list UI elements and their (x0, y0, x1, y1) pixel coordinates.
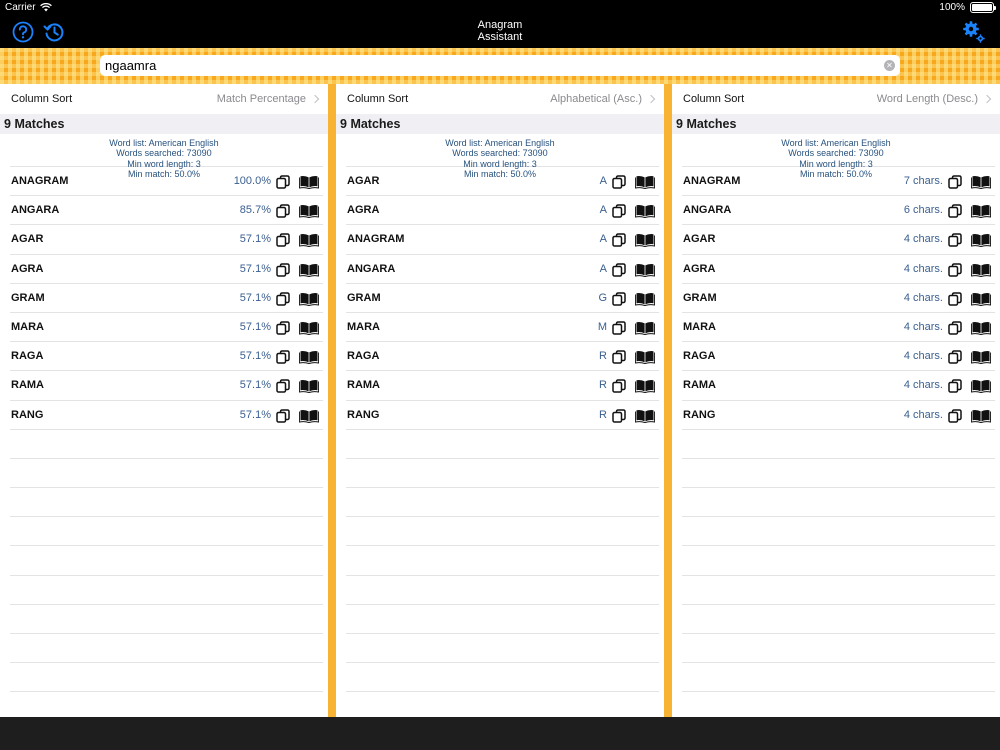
result-value: A (599, 262, 607, 275)
result-value: 57.1% (239, 321, 271, 334)
empty-row (346, 459, 659, 488)
empty-row (682, 605, 995, 634)
result-value: 4 chars. (903, 262, 943, 275)
copy-icon[interactable] (948, 233, 962, 247)
result-row[interactable] (682, 401, 995, 430)
result-row[interactable] (10, 196, 323, 225)
search-info-line: Word list: American English (445, 138, 555, 148)
dictionary-book-icon[interactable] (971, 350, 991, 364)
result-row[interactable] (682, 167, 995, 196)
results-list (682, 166, 995, 692)
result-value: 57.1% (239, 350, 271, 363)
search-info-line: Min word length: 3 (127, 158, 201, 169)
settings-button[interactable] (962, 20, 986, 44)
status-bar (0, 0, 1000, 16)
search-info (672, 134, 1000, 179)
copy-icon[interactable] (948, 292, 962, 306)
app-title-line1: Anagram (477, 19, 523, 31)
dictionary-book-icon[interactable] (635, 321, 655, 335)
result-row[interactable] (10, 167, 323, 196)
result-row[interactable] (10, 284, 323, 313)
search-info-line: Word list: American English (109, 138, 219, 148)
empty-row (346, 488, 659, 517)
copy-icon[interactable] (276, 263, 290, 277)
result-row[interactable] (682, 342, 995, 371)
column-sort-value (217, 93, 318, 105)
result-word: RAGA (683, 350, 716, 363)
column-sort-value-text: Match Percentage (216, 93, 306, 105)
dictionary-book-icon[interactable] (971, 321, 991, 335)
app-title (0, 19, 1000, 43)
copy-icon[interactable] (276, 292, 290, 306)
wifi-icon (40, 3, 52, 12)
result-word: ANAGRAM (683, 175, 741, 188)
results-list (346, 166, 659, 692)
clear-icon: ✕ (886, 61, 893, 70)
search-field[interactable] (100, 55, 900, 76)
copy-icon[interactable] (276, 321, 290, 335)
result-value: R (599, 408, 607, 421)
result-value: 85.7% (239, 204, 271, 217)
result-word: ANAGRAM (11, 175, 69, 188)
results-columns (0, 84, 1000, 717)
chevron-right-icon (311, 95, 319, 103)
empty-row (10, 459, 323, 488)
battery-icon (970, 2, 994, 13)
search-info-line: Min word length: 3 (799, 158, 873, 169)
result-value: R (599, 379, 607, 392)
result-row[interactable] (346, 284, 659, 313)
search-band (0, 48, 1000, 84)
empty-row (682, 459, 995, 488)
result-row[interactable] (682, 196, 995, 225)
empty-row (682, 546, 995, 575)
search-info-line: Min match: 50.0% (799, 168, 873, 179)
result-row[interactable] (682, 225, 995, 254)
dictionary-book-icon[interactable] (635, 379, 655, 393)
results-column-3 (672, 84, 1000, 717)
result-value: A (599, 204, 607, 217)
dictionary-book-icon[interactable] (299, 409, 319, 423)
results-column-2 (336, 84, 664, 717)
navigation-bar (0, 16, 1000, 48)
copy-icon[interactable] (612, 350, 626, 364)
empty-row (346, 576, 659, 605)
dictionary-book-icon[interactable] (299, 175, 319, 189)
empty-row (10, 488, 323, 517)
copy-icon[interactable] (612, 204, 626, 218)
copy-icon[interactable] (948, 350, 962, 364)
dictionary-book-icon[interactable] (299, 263, 319, 277)
copy-icon[interactable] (612, 175, 626, 189)
results-column-1 (0, 84, 328, 717)
copy-icon[interactable] (612, 233, 626, 247)
dictionary-book-icon[interactable] (299, 292, 319, 306)
matches-count: 9 (676, 117, 683, 131)
copy-icon[interactable] (612, 321, 626, 335)
result-word: RAMA (347, 379, 380, 392)
column-sort-row[interactable] (0, 84, 328, 114)
result-value: 57.1% (239, 291, 271, 304)
result-row[interactable] (682, 284, 995, 313)
result-value: 4 chars. (903, 291, 943, 304)
copy-icon[interactable] (276, 379, 290, 393)
result-row[interactable] (346, 313, 659, 342)
empty-row (346, 430, 659, 459)
matches-header (336, 114, 664, 134)
result-word: RANG (347, 408, 380, 421)
dictionary-book-icon[interactable] (299, 379, 319, 393)
result-word: ANGARA (683, 204, 732, 217)
empty-row (10, 634, 323, 663)
result-row[interactable] (346, 225, 659, 254)
copy-icon[interactable] (948, 409, 962, 423)
matches-count: 9 (4, 117, 11, 131)
result-row[interactable] (346, 371, 659, 400)
dictionary-book-icon[interactable] (299, 204, 319, 218)
battery-percent: 100% (939, 2, 965, 13)
dictionary-book-icon[interactable] (635, 175, 655, 189)
result-row[interactable] (10, 371, 323, 400)
result-word: RAGA (347, 350, 380, 363)
result-word: RANG (11, 408, 44, 421)
result-value: 57.1% (239, 379, 271, 392)
copy-icon[interactable] (612, 263, 626, 277)
results-list (10, 166, 323, 692)
result-value: 57.1% (239, 233, 271, 246)
copy-icon[interactable] (948, 175, 962, 189)
result-word: AGAR (347, 175, 380, 188)
matches-header (672, 114, 1000, 134)
dictionary-book-icon[interactable] (971, 292, 991, 306)
dictionary-book-icon[interactable] (299, 350, 319, 364)
empty-row (10, 517, 323, 546)
matches-label: Matches (686, 117, 737, 131)
dictionary-book-icon[interactable] (635, 263, 655, 277)
column-sort-value (877, 93, 990, 105)
result-word: RANG (683, 408, 716, 421)
result-word: ANGARA (11, 204, 60, 217)
column-sort-row[interactable] (336, 84, 664, 114)
result-word: AGRA (11, 262, 44, 275)
result-value: 6 chars. (903, 204, 943, 217)
carrier-indicator (5, 2, 52, 13)
search-info-line: Min match: 50.0% (127, 168, 201, 179)
matches-header (0, 114, 328, 134)
search-info-line: Word list: American English (781, 138, 891, 148)
column-sort-label: Column Sort (11, 93, 73, 105)
result-value: M (597, 321, 607, 334)
dictionary-book-icon[interactable] (971, 263, 991, 277)
result-word: AGAR (683, 233, 716, 246)
result-row[interactable] (10, 225, 323, 254)
search-info-line: Words searched: 73090 (116, 148, 212, 159)
empty-row (682, 576, 995, 605)
matches-count: 9 (340, 117, 347, 131)
empty-row (682, 488, 995, 517)
result-value: 4 chars. (903, 321, 943, 334)
result-row[interactable] (10, 255, 323, 284)
dictionary-book-icon[interactable] (971, 204, 991, 218)
dictionary-book-icon[interactable] (635, 204, 655, 218)
dictionary-book-icon[interactable] (971, 379, 991, 393)
copy-icon[interactable] (948, 379, 962, 393)
result-row[interactable] (346, 255, 659, 284)
result-word: GRAM (347, 291, 381, 304)
result-word: GRAM (683, 291, 717, 304)
matches-label: Matches (350, 117, 401, 131)
battery-indicator (939, 2, 994, 13)
result-row[interactable] (10, 342, 323, 371)
clear-search-button[interactable] (884, 60, 895, 71)
empty-row (682, 634, 995, 663)
empty-row (682, 517, 995, 546)
chevron-right-icon (647, 95, 655, 103)
result-value: R (599, 350, 607, 363)
column-sort-label: Column Sort (347, 93, 409, 105)
copy-icon[interactable] (948, 204, 962, 218)
search-info-line: Min word length: 3 (463, 158, 537, 169)
empty-row (682, 430, 995, 459)
result-row[interactable] (346, 196, 659, 225)
copy-icon[interactable] (612, 409, 626, 423)
result-value: 57.1% (239, 408, 271, 421)
copy-icon[interactable] (276, 350, 290, 364)
search-input[interactable] (105, 58, 865, 73)
gear-icon (962, 20, 986, 44)
result-row[interactable] (682, 371, 995, 400)
result-value: A (599, 175, 607, 188)
result-row[interactable] (10, 313, 323, 342)
copy-icon[interactable] (276, 409, 290, 423)
result-word: GRAM (11, 291, 45, 304)
result-word: AGRA (347, 204, 380, 217)
column-sort-row[interactable] (672, 84, 1000, 114)
matches-label: Matches (14, 117, 65, 131)
empty-row (10, 605, 323, 634)
result-value: A (599, 233, 607, 246)
result-row[interactable] (682, 255, 995, 284)
result-word: ANGARA (347, 262, 396, 275)
result-word: MARA (683, 321, 716, 334)
bottom-bar (0, 717, 1000, 750)
result-word: RAGA (11, 350, 44, 363)
column-sort-label: Column Sort (683, 93, 745, 105)
empty-row (682, 663, 995, 692)
result-value: 57.1% (239, 262, 271, 275)
dictionary-book-icon[interactable] (635, 233, 655, 247)
result-word: AGAR (11, 233, 44, 246)
result-word: RAMA (11, 379, 44, 392)
result-row[interactable] (346, 167, 659, 196)
copy-icon[interactable] (612, 292, 626, 306)
empty-row (346, 605, 659, 634)
search-info-line: Words searched: 73090 (452, 148, 548, 159)
copy-icon[interactable] (948, 263, 962, 277)
column-sort-value (550, 93, 654, 105)
carrier-label: Carrier (5, 2, 36, 13)
empty-row (346, 634, 659, 663)
dictionary-book-icon[interactable] (635, 409, 655, 423)
result-value: 4 chars. (903, 233, 943, 246)
dictionary-book-icon[interactable] (971, 175, 991, 189)
search-info (336, 134, 664, 179)
result-word: AGRA (683, 262, 716, 275)
search-info-line: Min match: 50.0% (463, 168, 537, 179)
app-title-line2: Assistant (477, 31, 523, 43)
search-info-line: Words searched: 73090 (788, 148, 884, 159)
empty-row (10, 576, 323, 605)
dictionary-book-icon[interactable] (635, 292, 655, 306)
result-value: 100.0% (233, 175, 271, 188)
dictionary-book-icon[interactable] (299, 321, 319, 335)
result-row[interactable] (682, 313, 995, 342)
copy-icon[interactable] (276, 233, 290, 247)
dictionary-book-icon[interactable] (971, 233, 991, 247)
result-value: 4 chars. (903, 379, 943, 392)
result-row[interactable] (346, 401, 659, 430)
result-word: ANAGRAM (347, 233, 405, 246)
column-sort-value-text: Alphabetical (Asc.) (550, 93, 642, 105)
result-row[interactable] (10, 401, 323, 430)
result-row[interactable] (346, 342, 659, 371)
dictionary-book-icon[interactable] (635, 350, 655, 364)
empty-row (10, 430, 323, 459)
dictionary-book-icon[interactable] (299, 233, 319, 247)
copy-icon[interactable] (612, 379, 626, 393)
empty-row (346, 517, 659, 546)
chevron-right-icon (983, 95, 991, 103)
result-value: 4 chars. (903, 350, 943, 363)
result-value: 4 chars. (903, 408, 943, 421)
empty-row (10, 546, 323, 575)
result-value: 7 chars. (903, 175, 943, 188)
copy-icon[interactable] (276, 175, 290, 189)
dictionary-book-icon[interactable] (971, 409, 991, 423)
empty-row (346, 663, 659, 692)
empty-row (346, 546, 659, 575)
result-word: MARA (11, 321, 44, 334)
empty-row (10, 663, 323, 692)
result-value: G (598, 291, 607, 304)
copy-icon[interactable] (276, 204, 290, 218)
copy-icon[interactable] (948, 321, 962, 335)
result-word: MARA (347, 321, 380, 334)
search-info (0, 134, 328, 179)
result-word: RAMA (683, 379, 716, 392)
column-sort-value-text: Word Length (Desc.) (876, 93, 978, 105)
